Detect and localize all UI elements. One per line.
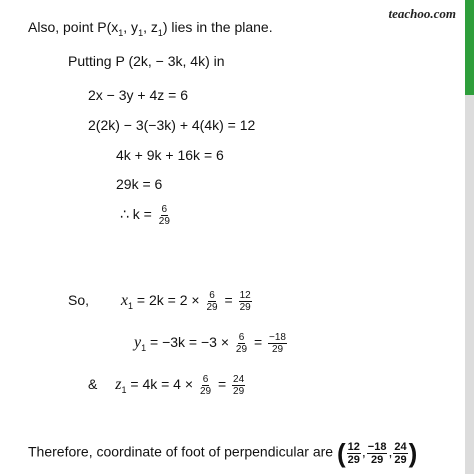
conclusion-line: Therefore, coordinate of foot of perpendicular are ( $\frac{12}{29}$ , $\frac{-18}{29}$ , $\frac{24}{29}$ ) bbox=[28, 438, 418, 468]
k-result: ∴ k = $\frac{6}{29}$ bbox=[120, 204, 170, 227]
y-line: $y_1 = -3k = -3$ × $\frac{6}{29}$ = $\frac{-18}{29}$ bbox=[134, 332, 286, 355]
intro-line: Also, point $P(x_1$, $y_1$, $z_1$) lies in the plane. bbox=[28, 19, 273, 38]
z-fraction-1: $\frac{6}{29}$ bbox=[199, 374, 212, 397]
x-fraction-1: $\frac{6}{29}$ bbox=[206, 290, 218, 313]
equation-expanded: 4k + 9k + 16k = 6 bbox=[116, 147, 224, 163]
coord-y-fraction: $\frac{-18}{29}$ bbox=[367, 440, 387, 466]
k-fraction: $\frac{6}{29}$ bbox=[158, 204, 170, 227]
equation-substituted: 2(2k) − 3(−3k) + 4(4k) = 12 bbox=[88, 117, 256, 133]
z-line: & $z_1 = 4k = 4$ × $\frac{6}{29}$ = $\frac{24}{29}$ bbox=[88, 374, 245, 397]
x-line: So, $x_1 = 2k = 2$ × $\frac{6}{29}$ = $\frac{12}{29}$ bbox=[68, 290, 251, 313]
scroll-progress-fill bbox=[465, 0, 474, 95]
equation-combined: 29k = 6 bbox=[116, 176, 163, 192]
coord-x-fraction: $\frac{12}{29}$ bbox=[347, 440, 360, 466]
y-fraction-2: $\frac{-18}{29}$ bbox=[269, 332, 286, 355]
coord-z-fraction: $\frac{24}{29}$ bbox=[394, 440, 407, 466]
equation-plane: 2x − 3y + 4z = 6 bbox=[88, 87, 189, 103]
y-fraction-1: $\frac{6}{29}$ bbox=[235, 332, 248, 355]
putting-line: Putting P (2k, − 3k, 4k) in bbox=[68, 53, 225, 69]
scroll-progress-bar[interactable] bbox=[465, 0, 474, 474]
z-fraction-2: $\frac{24}{29}$ bbox=[233, 374, 245, 397]
teachoo-logo: teachoo.com bbox=[388, 6, 456, 21]
x-fraction-2: $\frac{12}{29}$ bbox=[239, 290, 251, 313]
